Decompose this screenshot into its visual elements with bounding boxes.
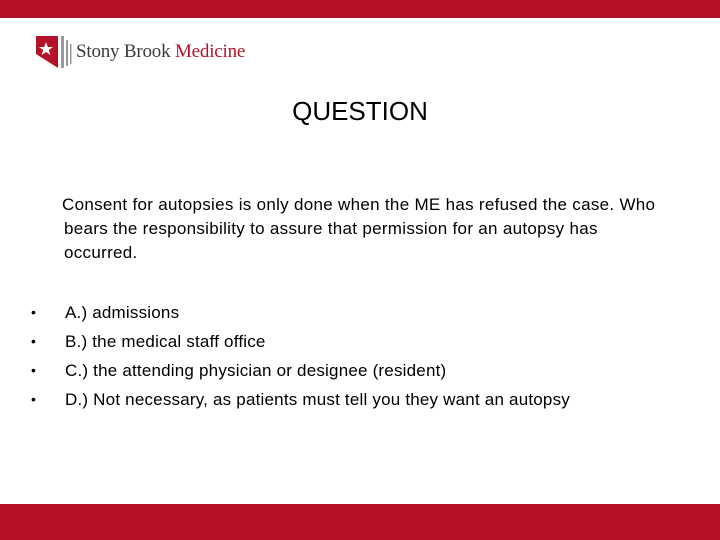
slide-title-text: QUESTION: [292, 96, 428, 126]
bullet-icon: •: [31, 391, 37, 407]
bullet-icon: •: [31, 333, 37, 349]
answer-list: [30, 298, 690, 414]
answer-text-c: C.) the attending physician or designee (resident): [65, 361, 447, 380]
bullet-icon: •: [31, 304, 37, 320]
stony-brook-medicine-logo: [34, 32, 245, 72]
logo-word-medicine: Medicine: [174, 41, 246, 62]
slide-title: [0, 96, 720, 127]
star-shield-icon: [34, 32, 72, 72]
answer-text-d: D.) Not necessary, as patients must tell you they want an autopsy: [65, 390, 570, 409]
logo-wordmark: [76, 32, 245, 72]
bottom-brand-bar: [0, 504, 720, 540]
top-brand-bar: [0, 0, 720, 18]
answer-item-b: [30, 327, 690, 356]
answer-item-d: [30, 385, 690, 414]
bullet-icon: •: [31, 362, 37, 378]
answer-text-b: B.) the medical staff office: [65, 332, 266, 351]
question-text: Consent for autopsies is only done when the ME has refused the case. Who bears the responsibility to assure that permission for an autopsy has occurred.: [62, 195, 656, 262]
answer-item-a: [30, 298, 690, 327]
answer-item-c: [30, 356, 690, 385]
answer-text-a: A.) admissions: [65, 303, 180, 322]
logo-word-stony-brook: Stony Brook: [76, 41, 171, 62]
